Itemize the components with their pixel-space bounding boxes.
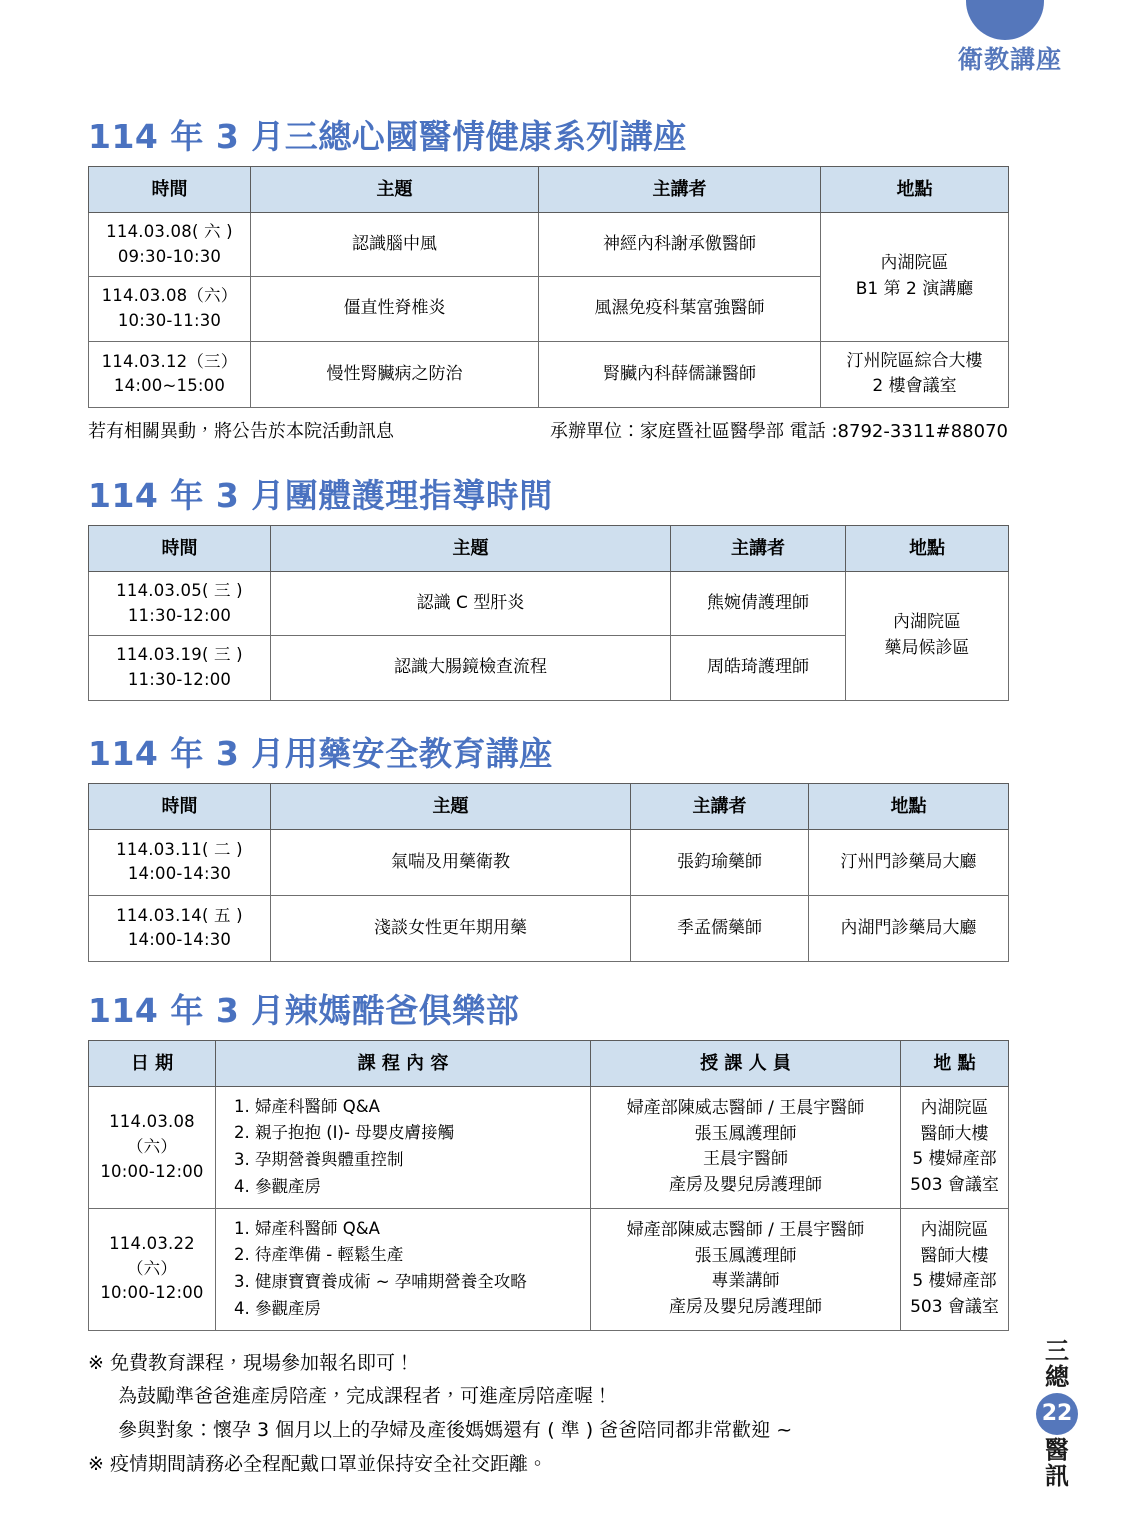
- note-contact: 承辦單位：家庭暨社區醫學部 電話 :8792-3311#88070: [550, 420, 1008, 442]
- table-row: [89, 341, 1009, 407]
- section-1-notes: [88, 417, 1008, 443]
- col-header-place: 地點: [846, 525, 1009, 571]
- cell-speaker: 熊婉倩護理師: [671, 571, 846, 636]
- cell-time: 114.03.08( 六 ) 09:30-10:30: [89, 212, 251, 277]
- section-title-2: 114 年 3 月團體護理指導時間: [88, 475, 553, 515]
- note-change-notice: 若有相關異動，將公告於本院活動訊息: [88, 420, 394, 442]
- col-header-topic: 主題: [271, 525, 671, 571]
- schedule-table-2: [88, 525, 1009, 701]
- section-parents-club: [88, 992, 1008, 1482]
- table-row: [89, 212, 1009, 277]
- col-header-course-content: 課 程 內 容: [216, 1040, 591, 1086]
- page-number-badge: 22: [1036, 1393, 1078, 1435]
- footer-glyph-2: 總: [1045, 1362, 1069, 1391]
- col-header-place: 地點: [809, 783, 1009, 829]
- footnote-line: 為鼓勵準爸爸進產房陪產，完成課程者，可進產房陪產喔！: [118, 1385, 613, 1408]
- section-tab-label: 衛教講座: [957, 45, 1062, 74]
- cell-place: 汀州院區綜合大樓 2 樓會議室: [821, 341, 1009, 407]
- cell-place: 內湖門診藥局大廳: [809, 895, 1009, 961]
- cell-place: 內湖院區 藥局候診區: [846, 571, 1009, 700]
- cell-speaker: 周皓琦護理師: [671, 636, 846, 701]
- section-medication-safety: [88, 735, 1008, 962]
- col-header-place: 地點: [821, 166, 1009, 212]
- schedule-table-3: [88, 783, 1009, 962]
- cell-place: 內湖院區 醫師大樓 5 樓婦產部 503 會議室: [901, 1208, 1009, 1330]
- col-header-place: 地 點: [901, 1040, 1009, 1086]
- footer-glyph-4: 訊: [1045, 1461, 1069, 1490]
- spacer: [88, 701, 1008, 735]
- cell-topic: 僵直性脊椎炎: [251, 277, 539, 342]
- cell-course-content: 1. 婦產科醫師 Q&A 2. 待產準備 - 輕鬆生產 3. 健康寶寶養成術 ~ 孕哺期營養全攻略 4. 參觀產房: [216, 1208, 591, 1330]
- cell-date: 114.03.22 （六） 10:00-12:00: [89, 1208, 216, 1330]
- col-header-topic: 主題: [251, 166, 539, 212]
- col-header-speaker: 主講者: [671, 525, 846, 571]
- footnotes-block: [88, 1347, 1008, 1482]
- corner-tab-shape: [966, 0, 1044, 40]
- cell-topic: 認識大腸鏡檢查流程: [271, 636, 671, 701]
- cell-topic: 認識腦中風: [251, 212, 539, 277]
- cell-place: 汀州門診藥局大廳: [809, 829, 1009, 895]
- table-header-row: [89, 525, 1009, 571]
- col-header-topic: 主題: [271, 783, 631, 829]
- col-header-speaker: 主講者: [631, 783, 809, 829]
- col-header-time: 時間: [89, 525, 271, 571]
- page-footer-marker: [1034, 1339, 1080, 1489]
- cell-time: 114.03.12（三） 14:00~15:00: [89, 341, 251, 407]
- section-health-lecture: [88, 118, 1008, 443]
- cell-topic: 認識 C 型肝炎: [271, 571, 671, 636]
- cell-speaker: 張鈞瑜藥師: [631, 829, 809, 895]
- cell-speaker: 季孟儒藥師: [631, 895, 809, 961]
- table-row: [89, 1086, 1009, 1208]
- col-header-speaker: 主講者: [539, 166, 821, 212]
- cell-time: 114.03.19( 三 ) 11:30-12:00: [89, 636, 271, 701]
- table-header-row: [89, 166, 1009, 212]
- section-title-4: 114 年 3 月辣媽酷爸俱樂部: [88, 990, 520, 1030]
- cell-instructors: 婦產部陳威志醫師 / 王晨宇醫師 張玉鳳護理師 專業講師 產房及嬰兒房護理師: [591, 1208, 901, 1330]
- footnote-line: ※ 免費教育課程，現場參加報名即可！: [88, 1351, 414, 1374]
- table-row: [89, 1208, 1009, 1330]
- section-title-1: 114 年 3 月三總心國醫情健康系列講座: [88, 117, 687, 156]
- footer-glyph-1: 三: [1045, 1337, 1069, 1366]
- cell-time: 114.03.11( 二 ) 14:00-14:30: [89, 829, 271, 895]
- cell-course-content: 1. 婦產科醫師 Q&A 2. 親子抱抱 (I)- 母嬰皮膚接觸 3. 孕期營養與體重控制 4. 參觀產房: [216, 1086, 591, 1208]
- cell-time: 114.03.14( 五 ) 14:00-14:30: [89, 895, 271, 961]
- cell-time: 114.03.05( 三 ) 11:30-12:00: [89, 571, 271, 636]
- section-title-3: 114 年 3 月用藥安全教育講座: [88, 733, 553, 773]
- footer-glyph-3: 醫: [1045, 1436, 1069, 1465]
- table-header-row: [89, 783, 1009, 829]
- cell-speaker: 風濕免疫科葉富強醫師: [539, 277, 821, 342]
- cell-time: 114.03.08（六） 10:30-11:30: [89, 277, 251, 342]
- spacer: [88, 443, 1008, 477]
- table-header-row: [89, 1040, 1009, 1086]
- schedule-table-1: [88, 166, 1009, 408]
- table-row: [89, 829, 1009, 895]
- col-header-date: 日 期: [89, 1040, 216, 1086]
- col-header-time: 時間: [89, 783, 271, 829]
- section-group-nursing: [88, 477, 1008, 701]
- col-header-time: 時間: [89, 166, 251, 212]
- cell-place: 內湖院區 B1 第 2 演講廳: [821, 212, 1009, 341]
- cell-topic: 慢性腎臟病之防治: [251, 341, 539, 407]
- cell-date: 114.03.08 （六） 10:00-12:00: [89, 1086, 216, 1208]
- cell-topic: 淺談女性更年期用藥: [271, 895, 631, 961]
- spacer: [88, 962, 1008, 992]
- content-column: [88, 118, 1008, 1482]
- cell-instructors: 婦產部陳威志醫師 / 王晨宇醫師 張玉鳳護理師 王晨宇醫師 產房及嬰兒房護理師: [591, 1086, 901, 1208]
- table-row: [89, 895, 1009, 961]
- cell-place: 內湖院區 醫師大樓 5 樓婦產部 503 會議室: [901, 1086, 1009, 1208]
- table-row: [89, 571, 1009, 636]
- schedule-table-4: [88, 1040, 1009, 1331]
- cell-topic: 氣喘及用藥衛教: [271, 829, 631, 895]
- col-header-instructors: 授 課 人 員: [591, 1040, 901, 1086]
- footnote-line: 參與對象：懷孕 3 個月以上的孕婦及產後媽媽還有 ( 準 ) 爸爸陪同都非常歡迎 ~: [118, 1419, 793, 1442]
- footnote-line: ※ 疫情期間請務必全程配戴口罩並保持安全社交距離。: [88, 1452, 547, 1475]
- cell-speaker: 腎臟內科薛儒謙醫師: [539, 341, 821, 407]
- cell-speaker: 神經內科謝承儌醫師: [539, 212, 821, 277]
